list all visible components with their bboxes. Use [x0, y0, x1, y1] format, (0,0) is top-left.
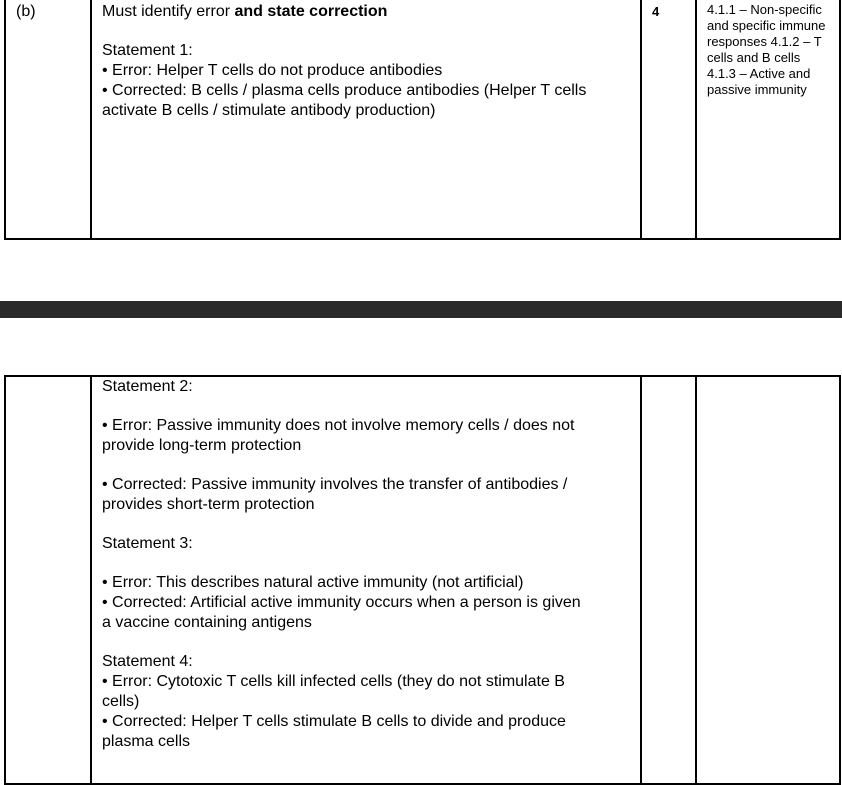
marks-value: 4 — [652, 4, 660, 19]
spec-reference-column — [697, 0, 839, 238]
statement-4-corrected-line-1: • Corrected: Helper T cells stimulate B cells to divide and produce — [102, 713, 566, 730]
instruction-plain: Must identify error — [102, 3, 235, 20]
statement-4-error-line-2: cells) — [102, 693, 140, 710]
instruction-bold: and state correction — [234, 3, 388, 20]
marks-column — [642, 0, 697, 238]
statement-1-corrected-line-2: activate B cells / stimulate antibody production) — [102, 102, 436, 119]
statement-4-title: Statement 4: — [102, 653, 193, 670]
answer-column — [92, 377, 642, 783]
statement-2-title: Statement 2: — [102, 378, 193, 395]
statement-3-title: Statement 3: — [102, 535, 193, 552]
statement-1-title: Statement 1: — [102, 42, 193, 59]
answer-text-continued — [102, 377, 630, 752]
statement-3-corrected-line-2: a vaccine containing antigens — [102, 614, 312, 631]
statement-1-corrected-line-1: • Corrected: B cells / plasma cells produce antibodies (Helper T cells — [102, 82, 587, 99]
mark-scheme-table-top — [4, 0, 841, 240]
spec-line: 4.1.1 – Non-specific — [707, 2, 822, 17]
statement-2-error-line-1: • Error: Passive immunity does not involve memory cells / does not — [102, 417, 575, 434]
statement-4-error-line-1: • Error: Cytotoxic T cells kill infected cells (they do not stimulate B — [102, 673, 565, 690]
spec-line: and specific immune — [707, 18, 826, 33]
statement-2-corrected-line-1: • Corrected: Passive immunity involves the transfer of antibodies / — [102, 476, 568, 493]
part-column — [6, 377, 92, 783]
spec-line: responses 4.1.2 – T — [707, 34, 822, 49]
spec-reference-column — [697, 377, 839, 783]
answer-column — [92, 0, 642, 238]
statement-3-error: • Error: This describes natural active immunity (not artificial) — [102, 574, 524, 591]
spec-line: cells and B cells — [707, 50, 801, 65]
statement-1-error: • Error: Helper T cells do not produce antibodies — [102, 62, 443, 79]
marks-column — [642, 377, 697, 783]
question-part-label: (b) — [16, 3, 36, 20]
answer-text — [102, 2, 630, 121]
statement-3-corrected-line-1: • Corrected: Artificial active immunity occurs when a person is given — [102, 594, 581, 611]
spec-line: 4.1.3 – Active and — [707, 66, 811, 81]
statement-4-corrected-line-2: plasma cells — [102, 733, 191, 750]
spec-reference — [707, 2, 835, 98]
part-column — [6, 0, 92, 238]
statement-2-corrected-line-2: provides short-term protection — [102, 496, 315, 513]
spec-line: passive immunity — [707, 82, 807, 97]
mark-scheme-table-bottom — [4, 375, 841, 785]
instruction — [102, 2, 630, 22]
page-break-band — [0, 301, 842, 318]
statement-2-error-line-2: provide long-term protection — [102, 437, 302, 454]
